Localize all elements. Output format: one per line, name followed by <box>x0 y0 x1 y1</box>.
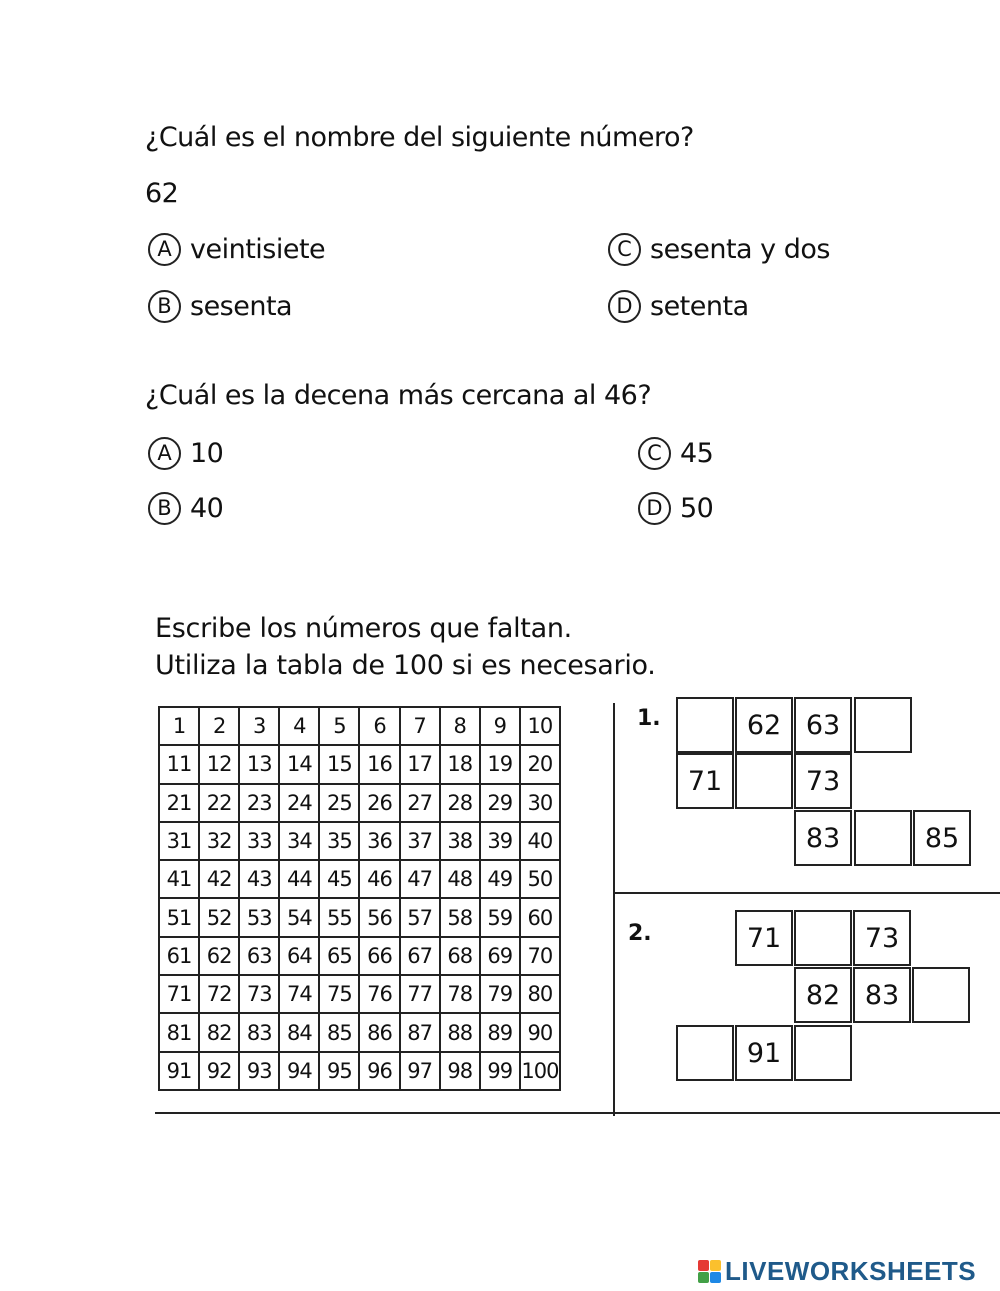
hundred-chart-cell: 87 <box>400 1013 440 1051</box>
hundred-chart-cell: 93 <box>239 1052 279 1090</box>
hundred-chart-cell: 30 <box>520 784 560 822</box>
hundred-chart-row <box>159 898 560 936</box>
hundred-chart-cell: 70 <box>520 937 560 975</box>
q1-option-d[interactable] <box>608 290 749 323</box>
q1-option-a[interactable] <box>148 233 325 266</box>
puzzle-2-cell[interactable] <box>676 1025 734 1081</box>
hundred-chart-cell: 60 <box>520 898 560 936</box>
hundred-chart-cell: 91 <box>159 1052 199 1090</box>
hundred-chart-cell: 5 <box>319 707 359 745</box>
hundred-chart-row <box>159 937 560 975</box>
hundred-chart-cell: 41 <box>159 860 199 898</box>
option-bubble[interactable]: A <box>148 233 181 266</box>
hundred-chart-cell: 53 <box>239 898 279 936</box>
option-bubble[interactable]: D <box>638 492 671 525</box>
hundred-chart-cell: 10 <box>520 707 560 745</box>
hundred-chart-cell: 18 <box>440 745 480 783</box>
hundred-chart-row <box>159 707 560 745</box>
puzzle-2-cell[interactable]: 82 <box>794 967 852 1023</box>
question-1-prompt: ¿Cuál es el nombre del siguiente número? <box>145 122 694 153</box>
option-text: 40 <box>190 493 224 524</box>
hundred-chart-cell: 27 <box>400 784 440 822</box>
hundred-chart-cell: 81 <box>159 1013 199 1051</box>
hundred-chart-cell: 62 <box>199 937 239 975</box>
hundred-chart-cell: 82 <box>199 1013 239 1051</box>
hundred-chart-cell: 63 <box>239 937 279 975</box>
hundred-chart-row <box>159 1052 560 1090</box>
hundred-chart-cell: 32 <box>199 822 239 860</box>
hundred-chart-cell: 7 <box>400 707 440 745</box>
hundred-chart-cell: 29 <box>480 784 520 822</box>
hundred-chart-cell: 72 <box>199 975 239 1013</box>
hundred-chart-cell: 61 <box>159 937 199 975</box>
puzzle-1-cell[interactable]: 83 <box>794 810 852 866</box>
hundred-chart-cell: 88 <box>440 1013 480 1051</box>
puzzle-2-cell[interactable] <box>912 967 970 1023</box>
logo-square <box>698 1260 709 1271</box>
bottom-rule <box>155 1112 1000 1114</box>
hundred-chart-cell: 20 <box>520 745 560 783</box>
instruction-line-1: Escribe los números que faltan. <box>155 613 572 644</box>
option-bubble[interactable]: A <box>148 437 181 470</box>
horizontal-divider <box>614 892 1000 894</box>
logo-text: LIVEWORKSHEETS <box>725 1256 977 1286</box>
hundred-chart-cell: 6 <box>359 707 399 745</box>
option-bubble[interactable]: B <box>148 492 181 525</box>
option-bubble[interactable]: B <box>148 290 181 323</box>
option-text: 45 <box>680 438 714 469</box>
hundred-chart-cell: 68 <box>440 937 480 975</box>
hundred-chart-cell: 86 <box>359 1013 399 1051</box>
hundred-chart-cell: 34 <box>279 822 319 860</box>
logo-icon <box>698 1260 721 1283</box>
hundred-chart-cell: 74 <box>279 975 319 1013</box>
hundred-chart-cell: 11 <box>159 745 199 783</box>
hundred-chart-cell: 65 <box>319 937 359 975</box>
hundred-chart-cell: 47 <box>400 860 440 898</box>
hundred-chart-cell: 78 <box>440 975 480 1013</box>
hundred-chart-cell: 33 <box>239 822 279 860</box>
hundred-chart-cell: 21 <box>159 784 199 822</box>
hundred-chart-cell: 69 <box>480 937 520 975</box>
puzzle-2-cell[interactable]: 71 <box>735 910 793 966</box>
hundred-chart-cell: 37 <box>400 822 440 860</box>
puzzle-1-cell[interactable]: 63 <box>794 697 852 753</box>
hundred-chart-cell: 66 <box>359 937 399 975</box>
puzzle-2-cell[interactable] <box>794 910 852 966</box>
hundred-chart-cell: 71 <box>159 975 199 1013</box>
liveworksheets-logo <box>698 1256 976 1287</box>
hundred-chart-cell: 48 <box>440 860 480 898</box>
hundred-chart-cell: 19 <box>480 745 520 783</box>
hundred-chart-row <box>159 822 560 860</box>
hundred-chart-cell: 56 <box>359 898 399 936</box>
hundred-chart-cell: 22 <box>199 784 239 822</box>
logo-square <box>710 1260 721 1271</box>
hundred-chart-cell: 12 <box>199 745 239 783</box>
hundred-chart-cell: 17 <box>400 745 440 783</box>
hundred-chart-cell: 51 <box>159 898 199 936</box>
q1-option-c[interactable] <box>608 233 830 266</box>
hundred-chart-cell: 45 <box>319 860 359 898</box>
hundred-chart-cell: 85 <box>319 1013 359 1051</box>
hundred-chart-cell: 36 <box>359 822 399 860</box>
hundred-chart-row <box>159 1013 560 1051</box>
hundred-chart-cell: 58 <box>440 898 480 936</box>
hundred-chart-cell: 49 <box>480 860 520 898</box>
option-text: sesenta y dos <box>650 234 830 265</box>
hundred-chart-cell: 8 <box>440 707 480 745</box>
hundred-chart-cell: 99 <box>480 1052 520 1090</box>
q2-option-d[interactable] <box>638 492 713 525</box>
hundred-chart-cell: 52 <box>199 898 239 936</box>
puzzle-1-cell[interactable] <box>676 697 734 753</box>
hundred-chart-cell: 25 <box>319 784 359 822</box>
logo-square <box>698 1272 709 1283</box>
hundred-chart-cell: 28 <box>440 784 480 822</box>
puzzle-1-cell[interactable] <box>854 697 912 753</box>
option-text: setenta <box>650 291 749 322</box>
vertical-divider <box>613 703 615 1116</box>
puzzle-2-label: 2. <box>628 921 652 946</box>
hundred-chart-cell: 90 <box>520 1013 560 1051</box>
option-bubble[interactable]: D <box>608 290 641 323</box>
hundred-chart-cell: 55 <box>319 898 359 936</box>
hundred-chart-cell: 46 <box>359 860 399 898</box>
hundred-chart-cell: 2 <box>199 707 239 745</box>
option-text: veintisiete <box>190 234 326 265</box>
hundred-chart-cell: 3 <box>239 707 279 745</box>
hundred-chart-cell: 4 <box>279 707 319 745</box>
hundred-chart-cell: 100 <box>520 1052 560 1090</box>
hundred-chart-cell: 23 <box>239 784 279 822</box>
question-1-number: 62 <box>145 178 179 209</box>
hundred-chart-cell: 31 <box>159 822 199 860</box>
hundred-chart-cell: 24 <box>279 784 319 822</box>
hundred-chart <box>158 706 561 1091</box>
option-bubble[interactable]: C <box>638 437 671 470</box>
puzzle-2-cell[interactable]: 83 <box>853 967 911 1023</box>
puzzle-1-cell[interactable]: 85 <box>913 810 971 866</box>
option-text: 50 <box>680 493 714 524</box>
instruction-line-2: Utiliza la tabla de 100 si es necesario. <box>155 650 656 681</box>
hundred-chart-row <box>159 975 560 1013</box>
puzzle-1-cell[interactable]: 73 <box>794 753 852 809</box>
hundred-chart-cell: 83 <box>239 1013 279 1051</box>
option-text: 10 <box>190 438 224 469</box>
hundred-chart-row <box>159 784 560 822</box>
hundred-chart-cell: 9 <box>480 707 520 745</box>
hundred-chart-cell: 77 <box>400 975 440 1013</box>
hundred-chart-cell: 14 <box>279 745 319 783</box>
hundred-chart-cell: 80 <box>520 975 560 1013</box>
hundred-chart-cell: 97 <box>400 1052 440 1090</box>
hundred-chart-cell: 84 <box>279 1013 319 1051</box>
hundred-chart-cell: 92 <box>199 1052 239 1090</box>
hundred-chart-cell: 75 <box>319 975 359 1013</box>
q1-option-b[interactable] <box>148 290 292 323</box>
hundred-chart-cell: 64 <box>279 937 319 975</box>
q2-option-b[interactable] <box>148 492 223 525</box>
question-2-prompt: ¿Cuál es la decena más cercana al 46? <box>145 380 652 411</box>
q2-option-a[interactable] <box>148 437 223 470</box>
hundred-chart-cell: 54 <box>279 898 319 936</box>
hundred-chart-cell: 16 <box>359 745 399 783</box>
puzzle-1-cell[interactable] <box>854 810 912 866</box>
hundred-chart-cell: 89 <box>480 1013 520 1051</box>
hundred-chart-cell: 50 <box>520 860 560 898</box>
hundred-chart-cell: 44 <box>279 860 319 898</box>
hundred-chart-cell: 42 <box>199 860 239 898</box>
hundred-chart-row <box>159 860 560 898</box>
logo-square <box>710 1272 721 1283</box>
hundred-chart-cell: 15 <box>319 745 359 783</box>
hundred-chart-cell: 39 <box>480 822 520 860</box>
hundred-chart-row <box>159 745 560 783</box>
hundred-chart-cell: 76 <box>359 975 399 1013</box>
hundred-chart-cell: 40 <box>520 822 560 860</box>
puzzle-2-cell[interactable]: 91 <box>735 1025 793 1081</box>
puzzle-1-cell[interactable]: 62 <box>735 697 793 753</box>
hundred-chart-cell: 57 <box>400 898 440 936</box>
hundred-chart-cell: 94 <box>279 1052 319 1090</box>
hundred-chart-cell: 79 <box>480 975 520 1013</box>
puzzle-1-label: 1. <box>637 706 661 731</box>
option-bubble[interactable]: C <box>608 233 641 266</box>
puzzle-1-cell[interactable] <box>735 753 793 809</box>
puzzle-2-cell[interactable]: 73 <box>853 910 911 966</box>
puzzle-1-cell[interactable]: 71 <box>676 753 734 809</box>
puzzle-2-cell[interactable] <box>794 1025 852 1081</box>
q2-option-c[interactable] <box>638 437 713 470</box>
hundred-chart-cell: 96 <box>359 1052 399 1090</box>
hundred-chart-cell: 98 <box>440 1052 480 1090</box>
hundred-chart-cell: 67 <box>400 937 440 975</box>
hundred-chart-cell: 1 <box>159 707 199 745</box>
hundred-chart-cell: 35 <box>319 822 359 860</box>
hundred-chart-cell: 38 <box>440 822 480 860</box>
hundred-chart-cell: 43 <box>239 860 279 898</box>
hundred-chart-cell: 26 <box>359 784 399 822</box>
option-text: sesenta <box>190 291 293 322</box>
hundred-chart-cell: 73 <box>239 975 279 1013</box>
hundred-chart-cell: 59 <box>480 898 520 936</box>
hundred-chart-cell: 95 <box>319 1052 359 1090</box>
hundred-chart-cell: 13 <box>239 745 279 783</box>
